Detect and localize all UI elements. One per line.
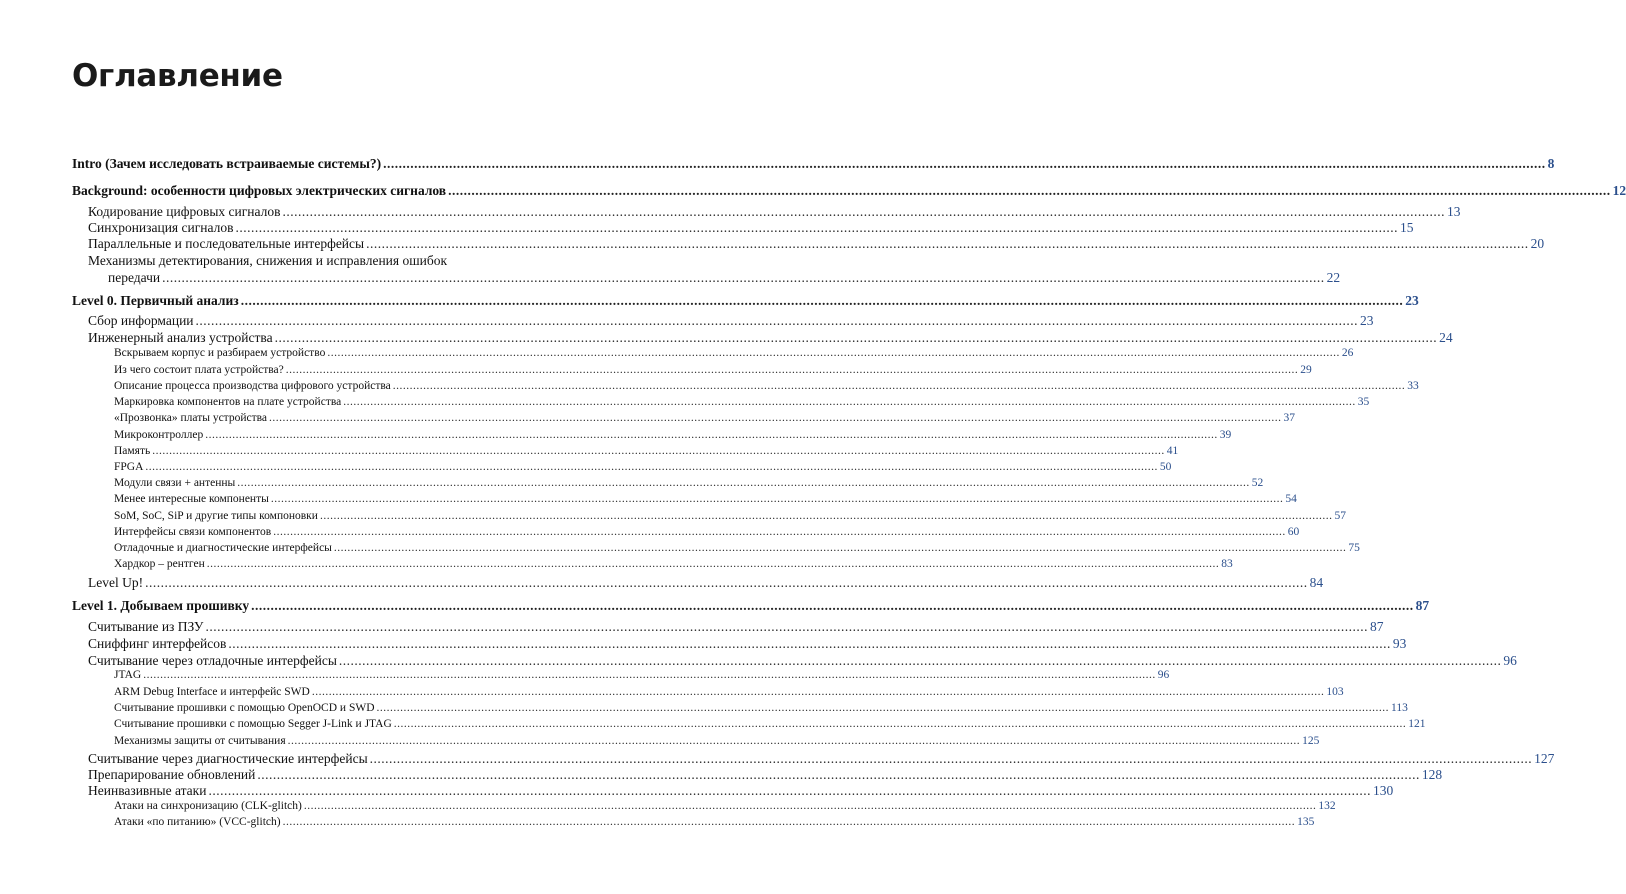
toc-entry-title: Level 1. Добываем прошивку [72, 598, 250, 613]
dot-leader: ............................................................................................................................................................................................................................................................................................................ [205, 619, 1368, 634]
toc-page-number: 23 [1405, 293, 1419, 308]
toc-entry[interactable] [114, 412, 1296, 424]
toc-entry[interactable] [114, 816, 1315, 828]
toc-entry[interactable] [88, 653, 1517, 669]
dot-leader: ............................................................................................................................................................................................................................................................................................................ [285, 364, 1299, 376]
dot-leader: ............................................................................................................................................................................................................................................................................................................ [274, 330, 1438, 345]
toc-entry-title: Считывание из ПЗУ [88, 619, 204, 634]
dot-leader: ............................................................................................................................................................................................................................................................................................................ [392, 380, 1406, 392]
toc-entry-title: ARM Debug Interface и интерфейс SWD [114, 686, 310, 698]
toc-entry[interactable] [114, 380, 1419, 392]
toc-entry-title: Intro (Зачем исследовать встраиваемые системы?) [72, 156, 382, 171]
toc-entry[interactable] [114, 347, 1354, 359]
toc-page-number: 15 [1399, 220, 1414, 235]
toc-page-number: 75 [1348, 542, 1360, 554]
toc-entry[interactable] [108, 270, 1341, 286]
dot-leader: ............................................................................................................................................................................................................................................................................................................ [273, 526, 1286, 538]
dot-leader: ............................................................................................................................................................................................................................................................................................................ [195, 313, 1359, 328]
toc-entry[interactable] [114, 558, 1233, 570]
toc-entry[interactable] [88, 767, 1443, 783]
toc-entry-title: Неинвазивные атаки [88, 783, 207, 798]
toc-entry-title: Инженерный анализ устройства [88, 330, 273, 345]
toc-page-number: 22 [1326, 270, 1341, 285]
toc-page-number: 12 [1612, 183, 1626, 198]
toc-entry-title: Механизмы детектирования, снижения и исправления ошибок [88, 253, 448, 268]
toc-entry[interactable] [88, 619, 1384, 635]
dot-leader: ............................................................................................................................................................................................................................................................................................................ [333, 542, 1347, 554]
toc-entry-title: Из чего состоит плата устройства? [114, 364, 284, 376]
toc-entry-title: Считывание прошивки с помощью OpenOCD и SWD [114, 702, 375, 714]
toc-page-number: 26 [1341, 347, 1354, 359]
dot-leader: ............................................................................................................................................................................................................................................................................................................ [311, 686, 1325, 698]
toc-entry-title: Синхронизация сигналов [88, 220, 234, 235]
toc-entry-title: Отладочные и диагностические интерфейсы [114, 542, 332, 554]
toc-entry-title: Сбор информации [88, 313, 194, 328]
toc-entry-title: Сниффинг интерфейсов [88, 636, 227, 651]
toc-entry[interactable] [88, 783, 1394, 799]
toc-entry-title: Хардкор – рентген [114, 558, 205, 570]
dot-leader: ............................................................................................................................................................................................................................................................................................................ [145, 575, 1308, 590]
toc-page-number: 24 [1439, 330, 1453, 345]
toc-entry-title: FPGA [114, 461, 144, 473]
dot-leader: ............................................................................................................................................................................................................................................................................................................ [206, 558, 1220, 570]
toc-page-number: 103 [1326, 686, 1344, 698]
dot-leader: ............................................................................................................................................................................................................................................................................................................ [162, 270, 1325, 285]
toc-entry-title: «Прозвонка» платы устройства [114, 412, 268, 424]
toc-entry-title: Маркировка компонентов на плате устройства [114, 396, 342, 408]
toc-entry[interactable] [114, 686, 1344, 698]
dot-leader: ............................................................................................................................................................................................................................................................................................................ [240, 293, 1404, 308]
toc-page-number: 13 [1447, 204, 1461, 219]
toc-entry-title: Считывание через отладочные интерфейсы [88, 653, 337, 668]
toc-page-number: 33 [1407, 380, 1419, 392]
toc-page-number: 87 [1369, 619, 1384, 634]
dot-leader: ............................................................................................................................................................................................................................................................................................................ [228, 636, 1391, 651]
dot-leader: ............................................................................................................................................................................................................................................................................................................ [237, 477, 1250, 489]
toc-page-number: 20 [1530, 236, 1545, 251]
toc-entry-title: Микроконтроллер [114, 429, 204, 441]
toc-entry-title: SoM, SoC, SiP и другие типы компоновки [114, 510, 318, 522]
toc-page-number: 96 [1503, 653, 1517, 668]
toc-page-number: 83 [1221, 558, 1233, 570]
dot-leader: ............................................................................................................................................................................................................................................................................................................ [366, 236, 1529, 251]
toc-entry-title: Level Up! [88, 575, 144, 590]
dot-leader: ............................................................................................................................................................................................................................................................................................................ [269, 412, 1282, 424]
toc-page-number: 96 [1157, 669, 1170, 681]
dot-leader: ............................................................................................................................................................................................................................................................................................................ [393, 718, 1407, 730]
toc-entry-title: Память [114, 445, 151, 457]
toc-entry-title: Механизмы защиты от считывания [114, 735, 286, 747]
toc-entry[interactable] [114, 477, 1264, 489]
toc-entry[interactable] [114, 493, 1297, 505]
toc-page-number: 135 [1297, 816, 1315, 828]
dot-leader: ............................................................................................................................................................................................................................................................................................................ [251, 598, 1414, 613]
dot-leader: ............................................................................................................................................................................................................................................................................................................ [448, 183, 1611, 198]
dot-leader: ............................................................................................................................................................................................................................................................................................................ [208, 783, 1371, 798]
toc-page-number: 52 [1251, 477, 1264, 489]
toc-entry[interactable] [114, 445, 1179, 457]
toc-page-number: 54 [1285, 493, 1297, 505]
toc-page-number: 39 [1219, 429, 1232, 441]
dot-leader: ............................................................................................................................................................................................................................................................................................................ [235, 220, 1398, 235]
toc-entry-title: Интерфейсы связи компонентов [114, 526, 272, 538]
toc-entry[interactable] [88, 236, 1545, 252]
dot-leader: ............................................................................................................................................................................................................................................................................................................ [369, 751, 1533, 766]
toc-entry-title: Атаки «по питанию» (VCC-glitch) [114, 816, 281, 828]
toc-entry-title-cont: передачи [108, 270, 161, 285]
toc-page-number: 84 [1309, 575, 1324, 590]
toc-page-number: 87 [1415, 598, 1430, 613]
dot-leader: ............................................................................................................................................................................................................................................................................................................ [282, 204, 1446, 219]
toc-entry-title: Level 0. Первичный анализ [72, 293, 239, 308]
toc-entry[interactable] [88, 330, 1453, 346]
toc-entry[interactable] [88, 575, 1324, 591]
toc-entry[interactable] [88, 313, 1374, 329]
toc-entry[interactable] [114, 461, 1172, 473]
toc-page-number: 37 [1283, 412, 1296, 424]
toc-entry-title: Background: особенности цифровых электрических сигналов [72, 183, 447, 198]
toc-entry-title: Параллельные и последовательные интерфейсы [88, 236, 365, 251]
toc-entry-title: Модули связи + антенны [114, 477, 236, 489]
toc-page-number: 35 [1357, 396, 1370, 408]
toc-entry[interactable] [72, 156, 1555, 172]
toc-page-number: 8 [1547, 156, 1555, 171]
toc-entry[interactable] [88, 204, 1461, 220]
toc-page-number: 29 [1300, 364, 1312, 376]
dot-leader: ............................................................................................................................................................................................................................................................................................................ [143, 669, 1156, 681]
toc-page-number: 50 [1159, 461, 1172, 473]
toc-page-number: 93 [1392, 636, 1407, 651]
toc-entry[interactable] [114, 429, 1232, 441]
dot-leader: ............................................................................................................................................................................................................................................................................................................ [282, 816, 1296, 828]
toc-entry[interactable] [114, 702, 1408, 714]
dot-leader: ............................................................................................................................................................................................................................................................................................................ [343, 396, 1356, 408]
toc-page-number: 128 [1421, 767, 1443, 782]
toc-entry-title: Атаки на синхронизацию (CLK-glitch) [114, 800, 302, 812]
toc-entry[interactable] [114, 669, 1170, 681]
toc-entry-title: Считывание через диагностические интерфейсы [88, 751, 368, 766]
dot-leader: ............................................................................................................................................................................................................................................................................................................ [376, 702, 1389, 714]
dot-leader: ............................................................................................................................................................................................................................................................................................................ [257, 767, 1420, 782]
toc-entry[interactable] [72, 293, 1419, 309]
toc-entry[interactable] [88, 220, 1414, 236]
dot-leader: ............................................................................................................................................................................................................................................................................................................ [145, 461, 1158, 473]
toc-entry-title: JTAG [114, 669, 142, 681]
toc-entry-title: Препарирование обновлений [88, 767, 256, 782]
dot-leader: ............................................................................................................................................................................................................................................................................................................ [205, 429, 1218, 441]
toc-entry[interactable] [114, 542, 1360, 554]
toc-entry-title: Описание процесса производства цифрового устройства [114, 380, 391, 392]
toc-page-number: 60 [1287, 526, 1300, 538]
toc-page-number: 57 [1334, 510, 1346, 522]
dot-leader: ............................................................................................................................................................................................................................................................................................................ [338, 653, 1502, 668]
toc-page-number: 125 [1302, 735, 1320, 747]
toc-entry[interactable] [114, 396, 1370, 408]
toc-entry-title: Вскрываем корпус и разбираем устройство [114, 347, 326, 359]
toc-entry-title: Кодирование цифровых сигналов [88, 204, 281, 219]
toc-entry[interactable] [88, 636, 1407, 652]
toc-entry[interactable] [114, 735, 1320, 747]
toc-page-number: 130 [1372, 783, 1394, 798]
dot-leader: ............................................................................................................................................................................................................................................................................................................ [303, 800, 1317, 812]
toc-entry[interactable] [72, 598, 1430, 614]
toc-page-number: 132 [1318, 800, 1336, 812]
toc-entry[interactable] [88, 751, 1555, 767]
toc-entry[interactable] [114, 364, 1312, 376]
toc-page-number: 23 [1360, 313, 1374, 328]
toc-page-number: 41 [1166, 445, 1179, 457]
toc-page-number: 113 [1391, 702, 1408, 714]
toc-entry[interactable] [72, 183, 1626, 199]
dot-leader: ............................................................................................................................................................................................................................................................................................................ [383, 156, 1546, 171]
toc-entry[interactable] [114, 800, 1336, 812]
toc-entry-title: Считывание прошивки с помощью Segger J-Link и JTAG [114, 718, 392, 730]
toc-entry[interactable] [114, 718, 1426, 730]
toc-page-number: 127 [1534, 751, 1555, 766]
dot-leader: ............................................................................................................................................................................................................................................................................................................ [287, 735, 1301, 747]
dot-leader: ............................................................................................................................................................................................................................................................................................................ [319, 510, 1333, 522]
toc-entry[interactable] [114, 510, 1346, 522]
toc-entry-title: Менее интересные компоненты [114, 493, 269, 505]
dot-leader: ............................................................................................................................................................................................................................................................................................................ [327, 347, 1340, 359]
dot-leader: ............................................................................................................................................................................................................................................................................................................ [270, 493, 1284, 505]
toc-page-number: 121 [1408, 718, 1426, 730]
page-title: Оглавление [72, 58, 283, 94]
dot-leader: ............................................................................................................................................................................................................................................................................................................ [152, 445, 1165, 457]
toc-entry[interactable] [114, 526, 1300, 538]
